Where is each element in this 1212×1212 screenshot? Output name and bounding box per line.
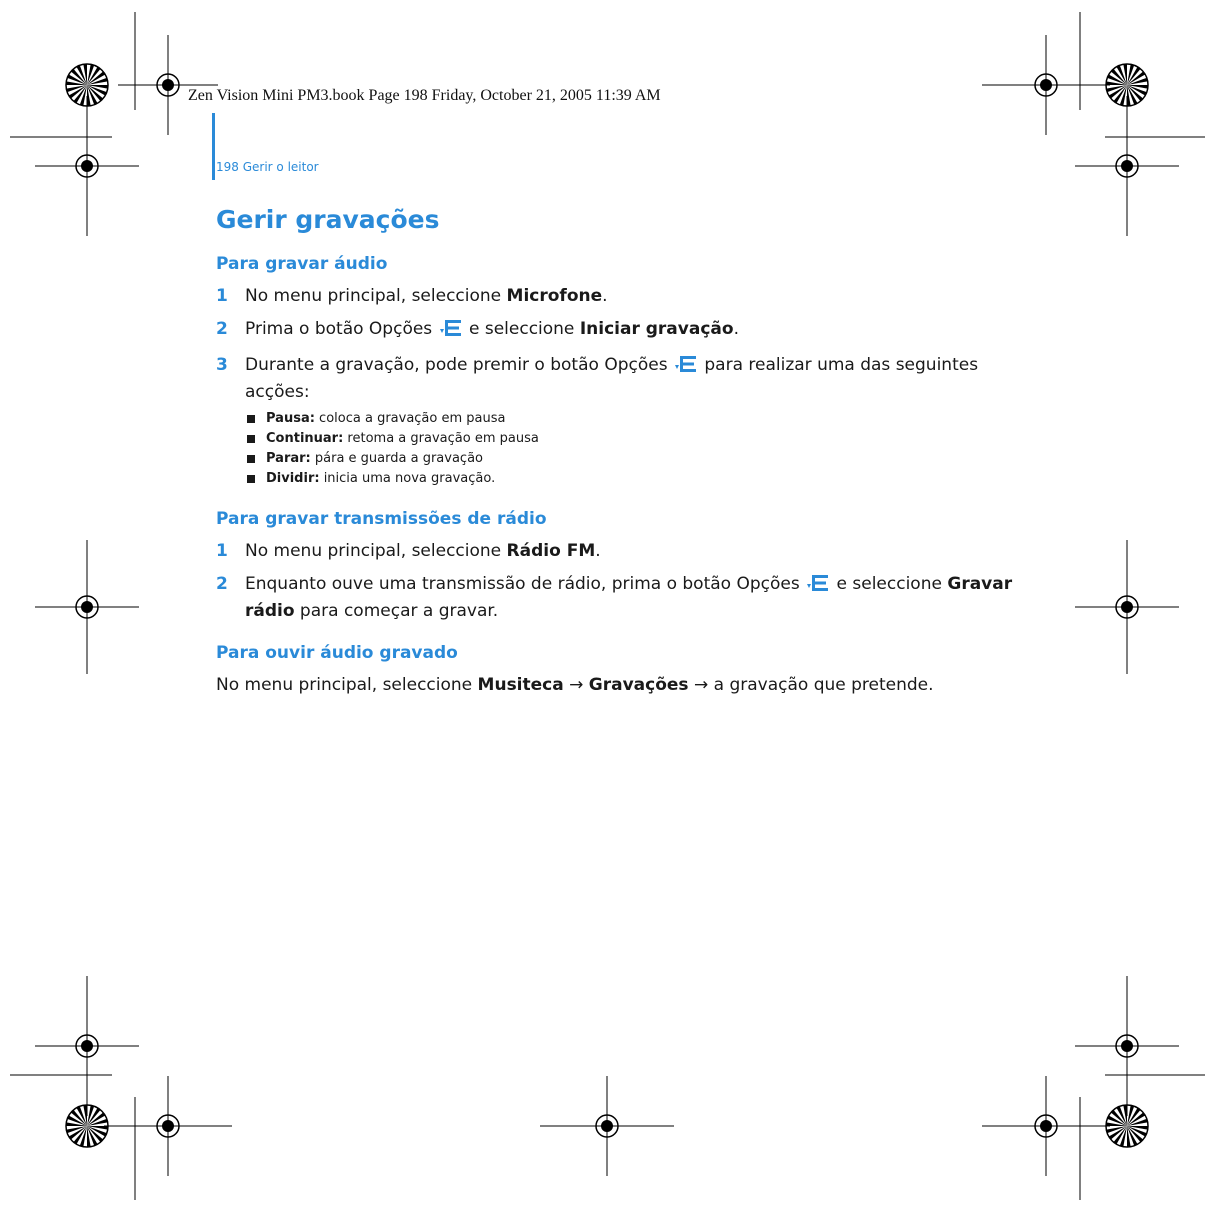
- bullet-text: inicia uma nova gravação.: [319, 471, 496, 486]
- step-text: e seleccione: [463, 319, 580, 339]
- steps-list: [216, 539, 1016, 623]
- ui-term: Microfone: [506, 286, 603, 306]
- step-text: .: [602, 286, 608, 306]
- square-bullet-icon: [247, 415, 255, 423]
- crosshair-target-icon: [540, 1076, 674, 1176]
- bullet-item: [245, 409, 1016, 429]
- options-button-icon: [807, 574, 829, 599]
- page-title: Gerir gravações: [216, 205, 440, 234]
- step-text: para realizar uma das seguintes acções:: [245, 355, 979, 402]
- crosshair-target-icon: [35, 540, 139, 674]
- instruction-paragraph: [216, 673, 1016, 697]
- step-number: 2: [216, 319, 228, 339]
- step-number: 2: [216, 574, 228, 594]
- step-text: No menu principal, seleccione: [245, 541, 507, 561]
- arrow-separator: →: [688, 675, 714, 695]
- step-number: 1: [216, 286, 228, 306]
- bullet-item: [245, 429, 1016, 449]
- bullet-text: pára e guarda a gravação: [310, 451, 483, 466]
- bullet-text: coloca a gravação em pausa: [314, 411, 506, 426]
- square-bullet-icon: [247, 435, 255, 443]
- step-text: Prima o botão Opções: [245, 319, 433, 339]
- crosshair-target-icon: [982, 35, 1110, 135]
- ui-term: Gravar rádio: [245, 574, 1013, 621]
- ui-term: Gravações: [588, 675, 689, 695]
- page-edge-rule: [212, 113, 215, 180]
- step-text: .: [595, 541, 601, 561]
- step-text: Enquanto ouve uma transmissão de rádio, prima o botão Opções: [245, 574, 800, 594]
- bullet-item: [245, 449, 1016, 469]
- crosshair-target-icon: [1075, 540, 1179, 674]
- bullet-label: Pausa:: [266, 411, 315, 426]
- section-heading: Para ouvir áudio gravado: [216, 643, 458, 663]
- square-bullet-icon: [247, 455, 255, 463]
- arrow-separator: →: [563, 675, 589, 695]
- bullet-label: Dividir:: [266, 471, 320, 486]
- crosshair-target-icon: [35, 96, 139, 236]
- section-heading: Para gravar áudio: [216, 254, 388, 274]
- step-text: No menu principal, seleccione: [245, 286, 507, 306]
- options-button-icon: [440, 319, 462, 344]
- step-item: [216, 317, 1016, 344]
- section-record-radio: [216, 509, 1016, 623]
- crosshair-target-icon: [982, 1076, 1110, 1176]
- step-item: [216, 572, 1016, 623]
- crosshair-target-icon: [35, 976, 139, 1116]
- bullet-item: [245, 469, 1016, 489]
- crosshair-target-icon: [1075, 96, 1179, 236]
- bullet-label: Parar:: [266, 451, 311, 466]
- ui-term: Rádio FM: [506, 541, 596, 561]
- options-button-icon: [675, 355, 697, 380]
- step-item: [216, 284, 1016, 308]
- book-file-header: Zen Vision Mini PM3.book Page 198 Friday, October 21, 2005 11:39 AM: [188, 87, 661, 104]
- section-record-audio: [216, 254, 1016, 489]
- ui-term: Musiteca: [477, 675, 564, 695]
- ui-term: Iniciar gravação: [579, 319, 734, 339]
- section-heading: Para gravar transmissões de rádio: [216, 509, 547, 529]
- section-play-recordings: [216, 643, 1016, 697]
- crosshair-target-icon: [1075, 976, 1179, 1116]
- steps-list: [216, 284, 1016, 489]
- step-text: para começar a gravar.: [294, 601, 499, 621]
- running-head: 198 Gerir o leitor: [216, 160, 319, 174]
- step-text: .: [733, 319, 739, 339]
- step-text: Durante a gravação, pode premir o botão Opções: [245, 355, 668, 375]
- bullet-text: retoma a gravação em pausa: [343, 431, 539, 446]
- crosshair-target-icon: [118, 35, 218, 135]
- step-text: e seleccione: [831, 574, 948, 594]
- bullet-label: Continuar:: [266, 431, 344, 446]
- square-bullet-icon: [247, 475, 255, 483]
- para-text: No menu principal, seleccione: [216, 675, 478, 695]
- para-text: a gravação que pretende.: [713, 675, 934, 695]
- step-item: [216, 539, 1016, 563]
- crosshair-target-icon: [104, 1076, 232, 1176]
- bullet-list: [245, 409, 1016, 489]
- step-item: [216, 353, 1016, 489]
- step-number: 3: [216, 355, 228, 375]
- page-content: [216, 205, 1016, 717]
- step-number: 1: [216, 541, 228, 561]
